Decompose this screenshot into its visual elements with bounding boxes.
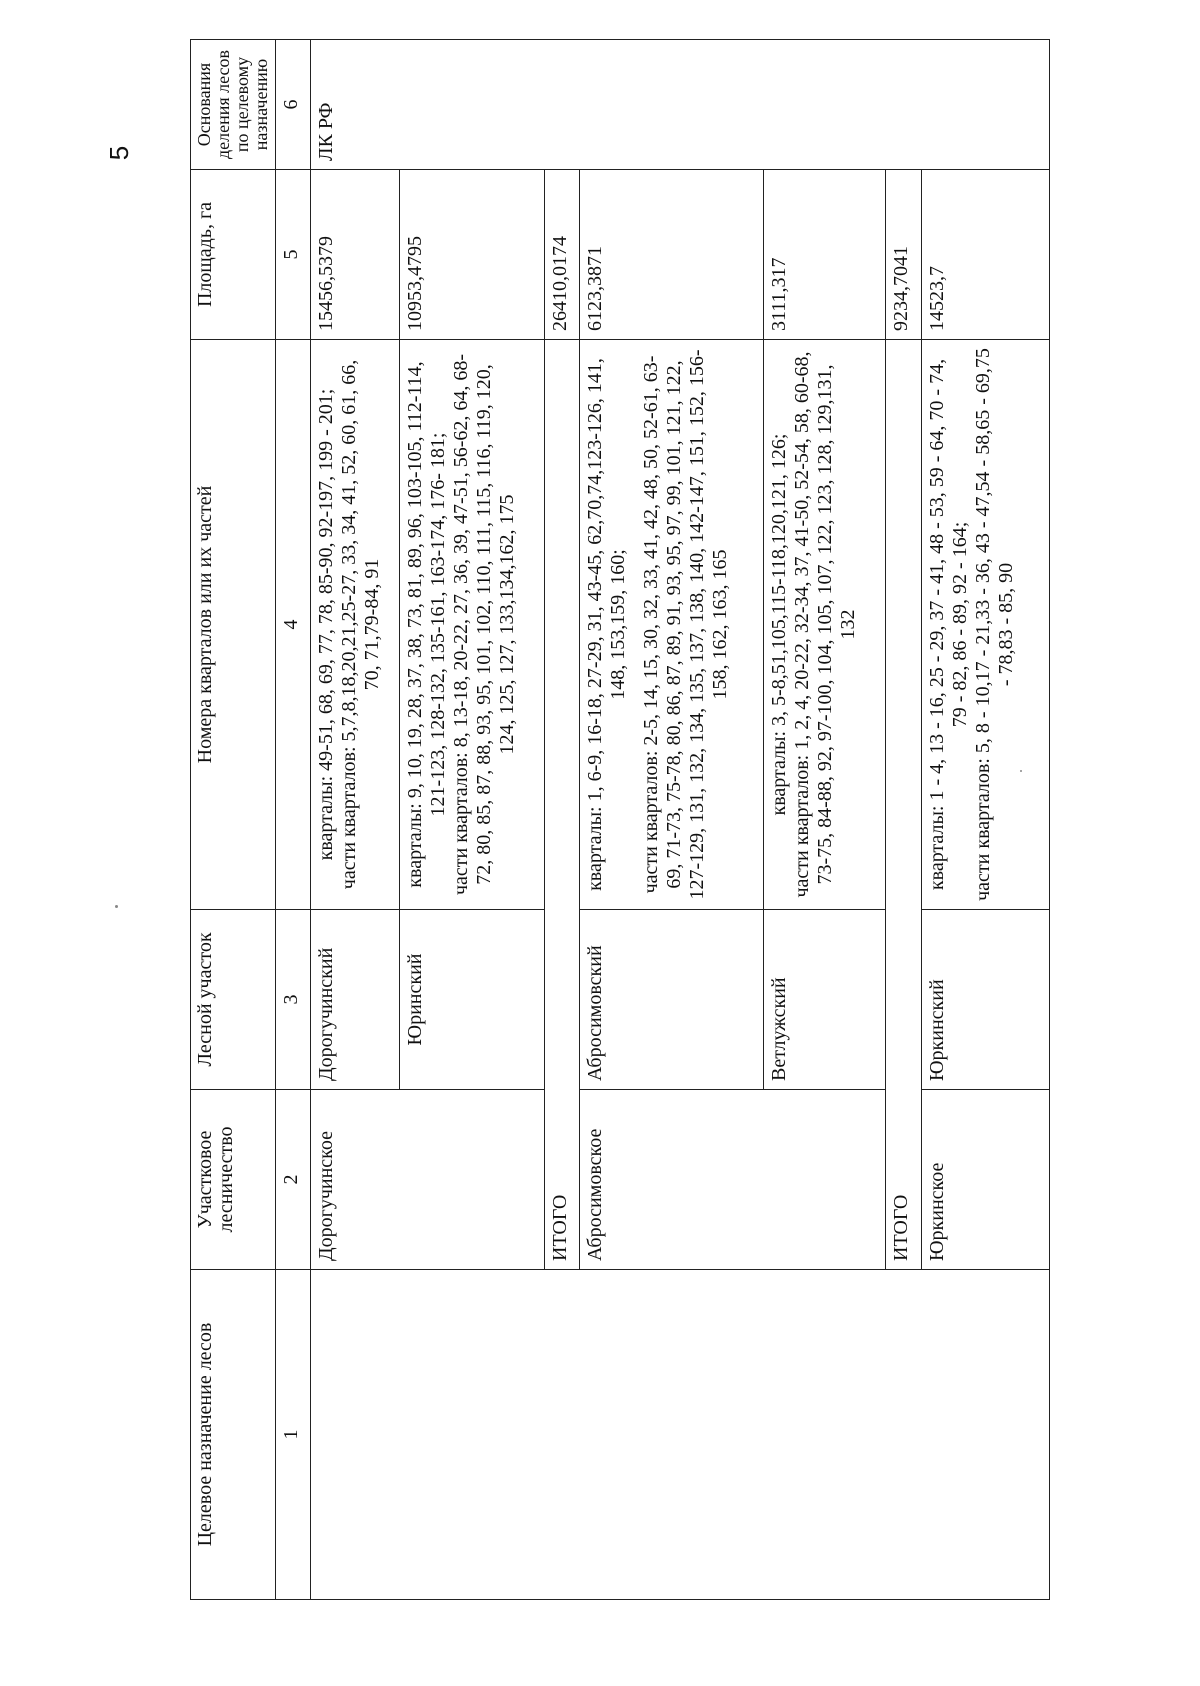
- quarters-parts: части кварталов: 5,7,8,18,20,21,25-27, 33, 34, 41, 52, 60, 61, 66, 70, 71,79-84, 91: [338, 359, 383, 890]
- area-cell: 14523,7: [921, 170, 1049, 340]
- quarters-cell: [311, 340, 400, 910]
- purpose-cell: [311, 1270, 1050, 1600]
- area-cell: 15456,5379: [311, 170, 400, 340]
- quarters-cell: [400, 340, 545, 910]
- district-cell: Абросимовское: [580, 1090, 886, 1270]
- column-number-row: [276, 40, 311, 1600]
- basis-cell: ЛК РФ: [311, 40, 1050, 170]
- plot-cell: Юринский: [400, 910, 545, 1090]
- plot-cell: Юркинский: [921, 910, 1049, 1090]
- plot-cell: Абросимовский: [580, 910, 764, 1090]
- total-label: ИТОГО: [544, 340, 580, 1270]
- scan-speck: [115, 905, 118, 908]
- total-label: ИТОГО: [886, 340, 922, 1270]
- area-cell: 6123,3871: [580, 170, 764, 340]
- quarters-parts: части кварталов: 5, 8 - 10,17 - 21,33 - 36, 43 - 47,54 - 58,65 - 69,75 - 78,83 - 85, 90: [971, 348, 1017, 901]
- header-area: Площадь, га: [191, 170, 276, 340]
- area-cell: 3111,317: [763, 170, 885, 340]
- header-basis: Основания деления лесов по целевому назначению: [191, 40, 276, 170]
- quarters-cell: [580, 340, 764, 910]
- column-number: 1: [276, 1270, 311, 1600]
- header-purpose: Целевое назначение лесов: [191, 1270, 276, 1600]
- table-row: [311, 40, 400, 1600]
- district-cell: Дорогучинское: [311, 1090, 545, 1270]
- header-quarters: Номера кварталов или их частей: [191, 340, 276, 910]
- quarters-full: кварталы: 1, 6-9, 16-18, 27-29, 31, 43-45, 62,70,74,123-126, 141, 148, 153,159, 160;: [584, 358, 630, 891]
- quarters-cell: [921, 340, 1049, 910]
- district-cell: Юркинское: [921, 1090, 1049, 1270]
- plot-cell: Дорогучинский: [311, 910, 400, 1090]
- column-number: 3: [276, 910, 311, 1090]
- total-area: 26410,0174: [544, 170, 580, 340]
- column-number: 5: [276, 170, 311, 340]
- header-district: Участковое лесничество: [191, 1090, 276, 1270]
- quarters-parts: части кварталов: 8, 13-18, 20-22, 27, 36, 39, 47-51, 56-62, 64, 68-72, 80, 85, 87, 88, 93, 95, 101, 102, 110, 111, 115, 116, 119, 120, 124, 125, 127, 133,134,162, 175: [450, 353, 519, 896]
- quarters-full: кварталы: 3, 5-8,51,105,115-118,120,121, 126;: [767, 433, 790, 816]
- column-number: 2: [276, 1090, 311, 1270]
- rotated-table-wrapper: [190, 40, 1050, 1600]
- forest-division-table: [190, 39, 1050, 1600]
- quarters-cell: [763, 340, 885, 910]
- page-number: 5: [104, 145, 135, 161]
- area-cell: 10953,4795: [400, 170, 545, 340]
- total-area: 9234,7041: [886, 170, 922, 340]
- column-number: 4: [276, 340, 311, 910]
- quarters-full: кварталы: 49-51, 68, 69, 77, 78, 85-90, 92-197, 199 - 201;: [315, 388, 337, 861]
- header-row: [191, 40, 276, 1600]
- quarters-full: кварталы: 1 - 4, 13 - 16, 25 - 29, 37 - 41, 48 - 53, 59 - 64, 70 - 74, 79 - 82, 86 - 89, 92 - 164;: [925, 358, 971, 891]
- column-number: 6: [276, 40, 311, 170]
- quarters-parts: части кварталов: 2-5, 14, 15, 30, 32, 33, 41, 42, 48, 50, 52-61, 63-69, 71-73, 75-78, 80, 86, 87, 89, 91, 93, 95, 97, 99, 101, 121, 122, 127-129, 131, 132, 134, 135, 137, 138, 140, 142-147, 151, 152, 156-158, 162, 163, 165: [640, 349, 732, 900]
- plot-cell: Ветлужский: [763, 910, 885, 1090]
- quarters-full: кварталы: 9, 10, 19, 28, 37, 38, 73, 81, 89, 96, 103-105, 112-114, 121-123, 128-132, 135-161, 163-174, 176- 181;: [404, 361, 450, 888]
- quarters-parts: части кварталов: 1, 2, 4, 20-22, 32-34, 37, 41-50, 52-54, 58, 60-68, 73-75, 84-88, 92, 97-100, 104, 105, 107, 122, 123, 128, 129,131, 132: [790, 351, 859, 898]
- header-plot: Лесной участок: [191, 910, 276, 1090]
